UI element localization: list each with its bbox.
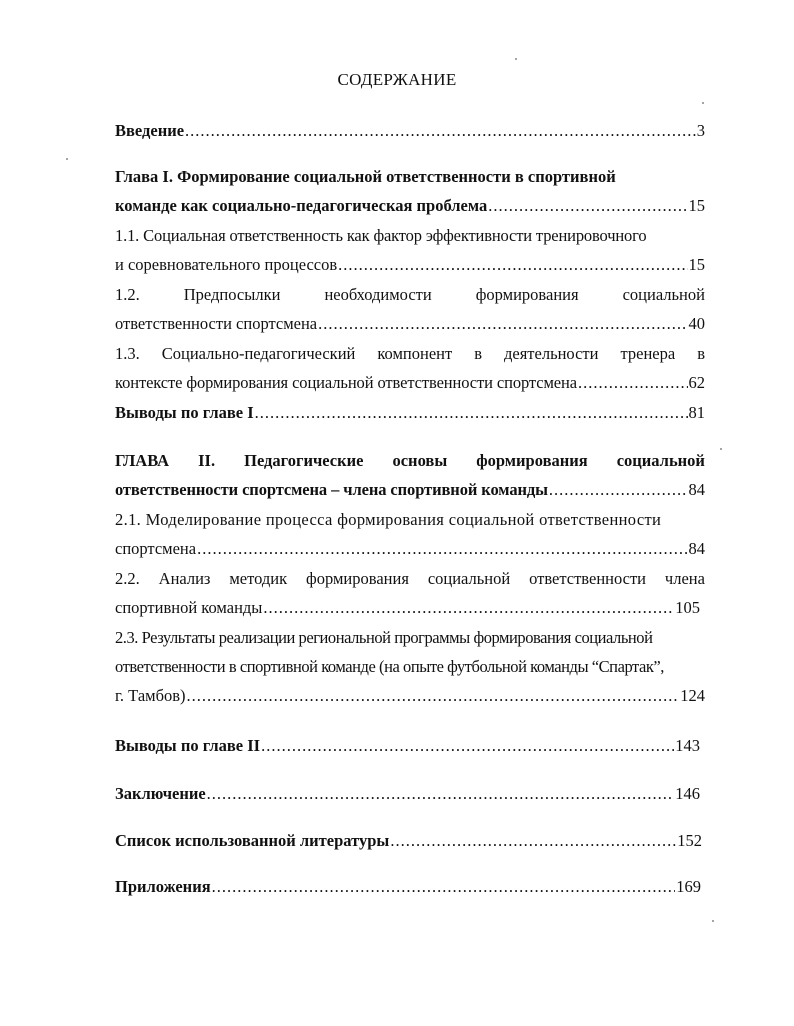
- page-number: 143: [675, 736, 700, 755]
- toc-word: Социально-педагогический: [161, 344, 356, 363]
- page-number: 3: [696, 121, 705, 140]
- scan-speck: [720, 448, 722, 450]
- toc-word: формирования: [306, 569, 409, 588]
- toc-entry-chapter-1[interactable]: [115, 167, 705, 216]
- toc-word: деятельности: [504, 344, 599, 363]
- leader-dots: [390, 831, 676, 851]
- leader-dots: [187, 686, 680, 706]
- toc-line: 2.1. Моделирование процесса формирования социальной ответственности: [115, 510, 662, 529]
- toc-entry-conclusion[interactable]: [115, 784, 705, 804]
- toc-word: ГЛАВА: [115, 451, 170, 470]
- page-number: 40: [688, 314, 705, 333]
- leader-dots: [185, 121, 696, 141]
- toc-word: формирования: [475, 285, 579, 304]
- scan-speck: [66, 158, 68, 160]
- toc-label: Заключение: [115, 784, 206, 803]
- toc-label: ответственности спортсмена – члена спортивной команды: [115, 480, 548, 499]
- leader-dots: [318, 314, 687, 334]
- leader-dots: [261, 736, 674, 756]
- toc-word: Педагогические: [244, 451, 364, 470]
- scan-speck: [702, 102, 704, 104]
- page-number: 152: [677, 831, 702, 850]
- toc-entry-section-2-3[interactable]: [115, 628, 705, 706]
- toc-entry-intro[interactable]: [115, 121, 705, 141]
- toc-entry-section-1-2[interactable]: [115, 285, 705, 334]
- toc-label: и соревновательного процессов: [115, 255, 338, 274]
- toc-label: г. Тамбов): [115, 686, 186, 705]
- toc-entry-appendix[interactable]: [115, 877, 705, 897]
- leader-dots: [578, 373, 688, 393]
- toc-word: Предпосылки: [183, 285, 281, 304]
- page-number: 15: [688, 196, 705, 215]
- toc-label: Введение: [115, 121, 185, 140]
- toc-entry-section-2-1[interactable]: [115, 510, 705, 559]
- toc-word: методик: [229, 569, 288, 588]
- toc-entry-section-1-1[interactable]: [115, 226, 705, 275]
- toc-line: 1.1. Социальная ответственность как фактор эффективности тренировочного: [115, 226, 647, 245]
- toc-label: Приложения: [115, 877, 211, 896]
- leader-dots: [255, 403, 688, 423]
- scan-speck: [515, 58, 517, 60]
- toc-word: II.: [198, 451, 216, 470]
- page-number: 169: [676, 877, 701, 896]
- leader-dots: [338, 255, 687, 275]
- toc-label: ответственности спортсмена: [115, 314, 318, 333]
- toc-label: Список использованной литературы: [115, 831, 390, 850]
- toc-entry-references[interactable]: [115, 831, 705, 851]
- toc-word: Анализ: [158, 569, 211, 588]
- toc-entry-chapter-2[interactable]: [115, 451, 705, 500]
- page-title: СОДЕРЖАНИЕ: [337, 70, 457, 89]
- toc-word: социальной: [616, 451, 705, 470]
- toc-label: контексте формирования социальной ответственности спортсмена: [115, 373, 577, 392]
- toc-word: члена: [664, 569, 705, 588]
- toc-word: социальной: [427, 569, 511, 588]
- toc-word: 2.2.: [115, 569, 140, 588]
- page-number: 62: [688, 373, 705, 392]
- toc-line: [115, 451, 705, 471]
- toc-word: необходимости: [324, 285, 432, 304]
- toc-word: основы: [392, 451, 448, 470]
- toc-word: 1.3.: [115, 344, 140, 363]
- page-number: 84: [688, 480, 705, 499]
- page-number: 84: [688, 539, 705, 558]
- leader-dots: [263, 598, 674, 618]
- scan-speck: [712, 920, 714, 922]
- leader-dots: [549, 480, 688, 500]
- leader-dots: [212, 877, 676, 897]
- toc-word: формирования: [476, 451, 588, 470]
- toc-entry-section-2-2[interactable]: [115, 569, 705, 618]
- leader-dots: [488, 196, 687, 216]
- toc-word: социальной: [622, 285, 705, 304]
- toc-line: [115, 569, 705, 589]
- leader-dots: [207, 784, 675, 804]
- page-number: 15: [688, 255, 705, 274]
- toc-label: команде как социально-педагогическая проблема: [115, 196, 488, 215]
- toc-entry-section-1-3[interactable]: [115, 344, 705, 393]
- toc-label: спортсмена: [115, 539, 197, 558]
- toc-line: [115, 344, 705, 364]
- toc-word: тренера: [620, 344, 676, 363]
- leader-dots: [197, 539, 687, 559]
- toc-line: ответственности в спортивной команде (на опыте футбольной команды “Спартак”,: [115, 657, 664, 676]
- toc-label: Выводы по главе I: [115, 403, 254, 422]
- toc-word: в: [697, 344, 705, 363]
- toc-line: [115, 285, 705, 305]
- toc-entry-conclusions-1[interactable]: [115, 403, 705, 423]
- toc-word: компонент: [377, 344, 453, 363]
- toc-label: Выводы по главе II: [115, 736, 261, 755]
- page-number: 124: [680, 686, 705, 705]
- page-number: 81: [688, 403, 705, 422]
- toc-word: в: [474, 344, 482, 363]
- toc-line: Глава I. Формирование социальной ответственности в спортивной: [115, 167, 616, 186]
- toc-word: 1.2.: [115, 285, 140, 304]
- toc-entry-conclusions-2[interactable]: [115, 736, 705, 756]
- page-number: 105: [675, 598, 700, 617]
- toc-word: ответственности: [529, 569, 647, 588]
- toc-label: спортивной команды: [115, 598, 263, 617]
- toc-line: 2.3. Результаты реализации региональной программы формирования социальной: [115, 628, 653, 647]
- page-number: 146: [675, 784, 700, 803]
